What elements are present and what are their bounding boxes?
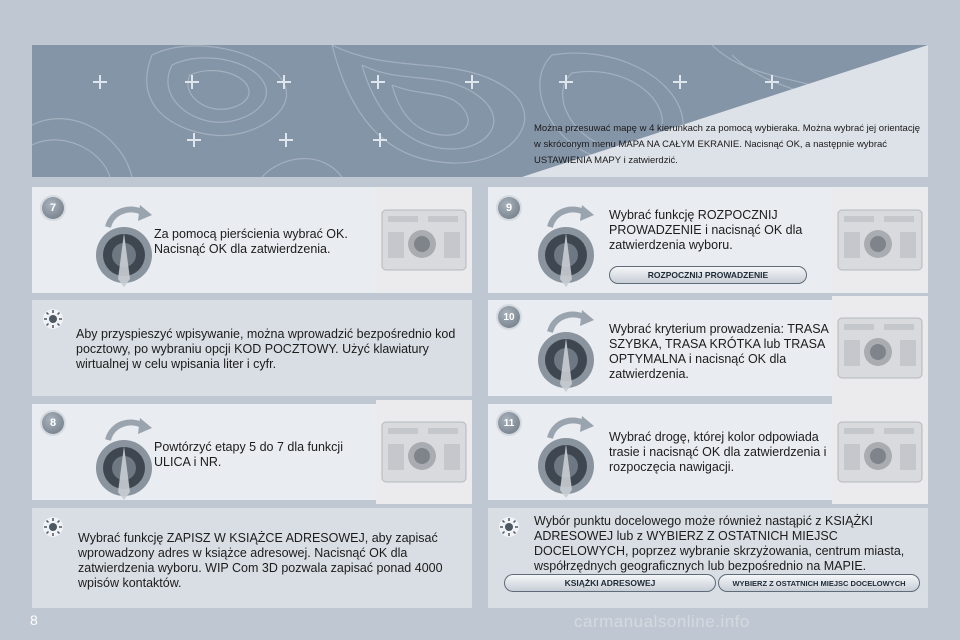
- radio-panel-image: [832, 296, 928, 400]
- step-card-11: [488, 404, 928, 500]
- tip-text: Wybór punktu docelowego może również nastąpić z KSIĄŻKI ADRESOWEJ lub z WYBIERZ Z OSTATNICH MIEJSC DOCELOWYCH, poprzez wybranie skrzyżowania, centrum miasta, współrzędnych geograficznych lub bezpośrednio na MAPIE.: [534, 514, 905, 573]
- step-card-7: [32, 187, 472, 293]
- rotary-knob-icon: [90, 199, 156, 289]
- radio-panel-image: [832, 188, 928, 292]
- rotary-knob-icon: [90, 412, 156, 502]
- step-instruction: Powtórzyć etapy 5 do 7 dla funkcji ULICA i NR.: [154, 440, 343, 469]
- tip-text: Aby przyspieszyć wpisywanie, można wprowadzić bezpośrednio kod pocztowy, po wybraniu opcji KOD POCZTOWY. Użyć klawiatury wirtualnej w celu wpisania liter i cyfr.: [76, 327, 456, 371]
- page-number: 8: [30, 612, 38, 628]
- radio-panel-image: [376, 188, 472, 292]
- radio-panel-image: [376, 400, 472, 504]
- rozpocznij-prowadzenie-button[interactable]: ROZPOCZNIJ PROWADZENIE: [609, 266, 807, 284]
- radio-panel-image: [832, 400, 928, 504]
- step-number-badge: 9: [498, 197, 520, 219]
- step-instruction: Wybrać drogę, której kolor odpowiada trasie i nacisnąć OK dla zatwierdzenia i rozpoczęcia nawigacji.: [609, 430, 827, 474]
- info-sun-icon: [42, 308, 64, 330]
- step-card-8: [32, 404, 472, 500]
- wybierz-z-ostatnich-button[interactable]: WYBIERZ Z OSTATNICH MIEJSC DOCELOWYCH: [718, 574, 920, 592]
- step-number-badge: 8: [42, 412, 64, 434]
- watermark-text: carmanualsonline.info: [574, 612, 750, 631]
- step-instruction: Wybrać funkcję ROZPOCZNIJ PROWADZENIE i nacisnąć OK dla zatwierdzenia wyboru.: [609, 208, 803, 252]
- tip-card-postcode: [32, 300, 472, 396]
- rotary-knob-icon: [532, 410, 598, 500]
- tip-card-address-book: [32, 508, 472, 608]
- rotary-knob-icon: [532, 304, 598, 394]
- step-number-badge: 10: [498, 306, 520, 328]
- tip-card-destination: [488, 508, 928, 608]
- banner-note-text: Można przesuwać mapę w 4 kierunkach za pomocą wybieraka. Można wybrać jej orientację w skróconym menu MAPA NA CAŁYM EKRANIE. Nacisnąć OK, a następnie wybrać USTAWIENIA MAPY i zatwierdzić.: [534, 123, 920, 166]
- step-instruction: Za pomocą pierścienia wybrać OK. Nacisnąć OK dla zatwierdzenia.: [154, 227, 348, 256]
- step-card-10: [488, 300, 928, 396]
- step-card-9: [488, 187, 928, 293]
- tip-text: Wybrać funkcję ZAPISZ W KSIĄŻCE ADRESOWEJ, aby zapisać wprowadzony adres w książce adresowej. Nacisnąć OK dla zatwierdzenia wyboru. WIP Com 3D pozwala zapisać ponad 4000 wpisów kontaktów.: [78, 531, 443, 590]
- step-number-badge: 11: [498, 412, 520, 434]
- info-sun-icon: [498, 516, 520, 538]
- ksiazki-adresowej-button[interactable]: KSIĄŻKI ADRESOWEJ: [504, 574, 716, 592]
- step-number-badge: 7: [42, 197, 64, 219]
- rotary-knob-icon: [532, 199, 598, 289]
- info-sun-icon: [42, 516, 64, 538]
- step-instruction: Wybrać kryterium prowadzenia: TRASA SZYBKA, TRASA KRÓTKA lub TRASA OPTYMALNA i nacisnąć OK dla zatwierdzenia.: [609, 322, 829, 381]
